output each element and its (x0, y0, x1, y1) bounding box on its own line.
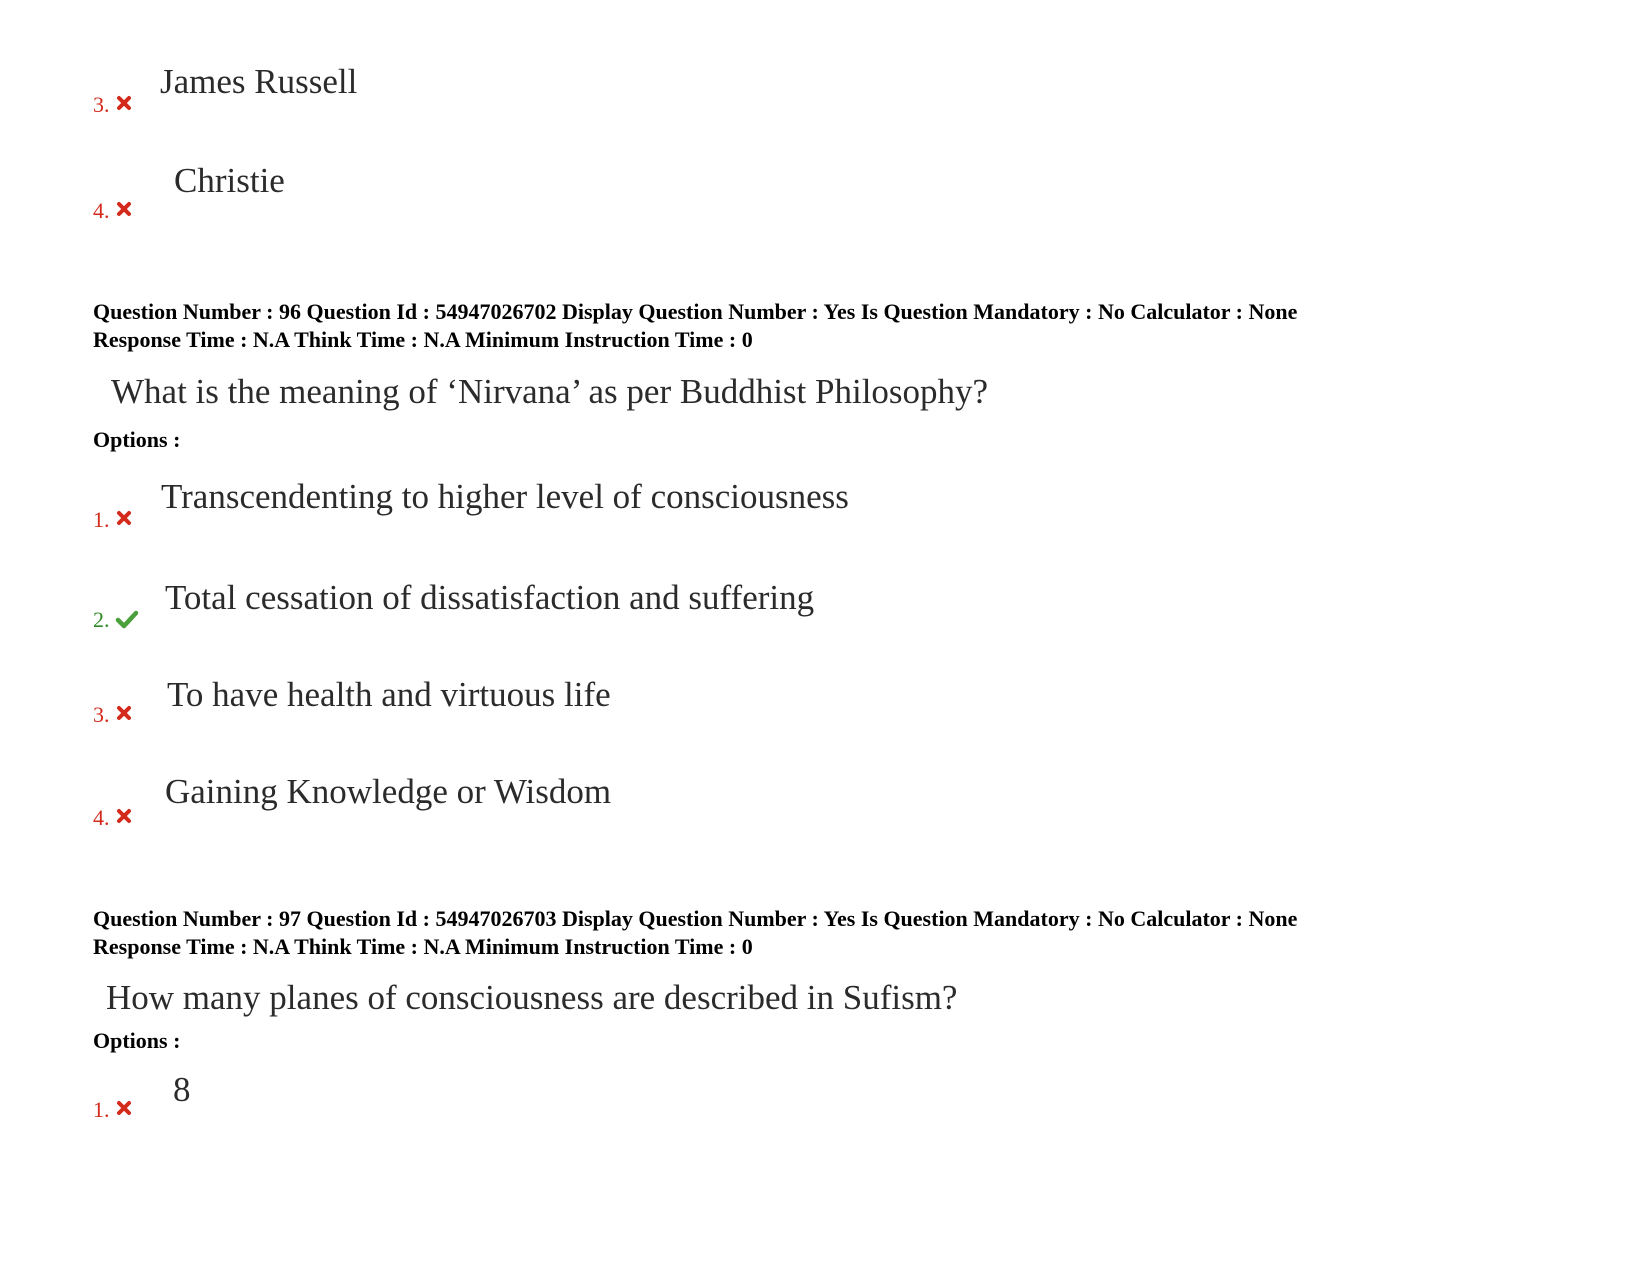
q96-meta-line2: Response Time : N.A Think Time : N.A Minimum Instruction Time : 0 (93, 327, 753, 352)
option-number: 4. (93, 805, 110, 830)
cross-icon (115, 1099, 133, 1117)
q97-option-1 (93, 1099, 133, 1121)
option-number: 1. (93, 507, 110, 532)
prev-option-4-text: Christie (174, 161, 285, 200)
q96-option-3-text: To have health and virtuous life (167, 675, 611, 714)
prev-option-4 (93, 200, 133, 222)
q96-option-4 (93, 807, 133, 829)
q97-option-1-text: 8 (173, 1070, 191, 1109)
q96-option-3 (93, 704, 133, 726)
prev-option-3 (93, 94, 133, 116)
cross-icon (115, 200, 133, 218)
prev-option-3-text: James Russell (160, 62, 358, 101)
option-number: 4. (93, 198, 110, 223)
q96-meta-line1: Question Number : 96 Question Id : 54947026702 Display Question Number : Yes Is Question Mandatory : No Calculator : None (93, 299, 1298, 324)
option-number: 3. (93, 92, 110, 117)
option-number: 1. (93, 1097, 110, 1122)
q96-option-2-text: Total cessation of dissatisfaction and suffering (165, 578, 815, 617)
q96-option-1-text: Transcendenting to higher level of consciousness (161, 477, 849, 516)
cross-icon (115, 807, 133, 825)
cross-icon (115, 509, 133, 527)
check-icon (115, 609, 139, 627)
cross-icon (115, 704, 133, 722)
q96-option-4-text: Gaining Knowledge or Wisdom (165, 772, 612, 811)
cross-icon (115, 94, 133, 112)
q96-option-1 (93, 509, 133, 531)
option-number: 3. (93, 702, 110, 727)
q96-question-text: What is the meaning of ‘Nirvana’ as per Buddhist Philosophy? (111, 372, 989, 411)
q97-question-text: How many planes of consciousness are described in Sufism? (106, 978, 958, 1017)
q97-meta-line2: Response Time : N.A Think Time : N.A Minimum Instruction Time : 0 (93, 934, 753, 959)
q97-options-label: Options : (93, 1028, 181, 1053)
option-number: 2. (93, 607, 110, 632)
q97-meta-line1: Question Number : 97 Question Id : 54947026703 Display Question Number : Yes Is Question Mandatory : No Calculator : None (93, 906, 1298, 931)
q96-options-label: Options : (93, 427, 181, 452)
q96-option-2 (93, 609, 139, 631)
